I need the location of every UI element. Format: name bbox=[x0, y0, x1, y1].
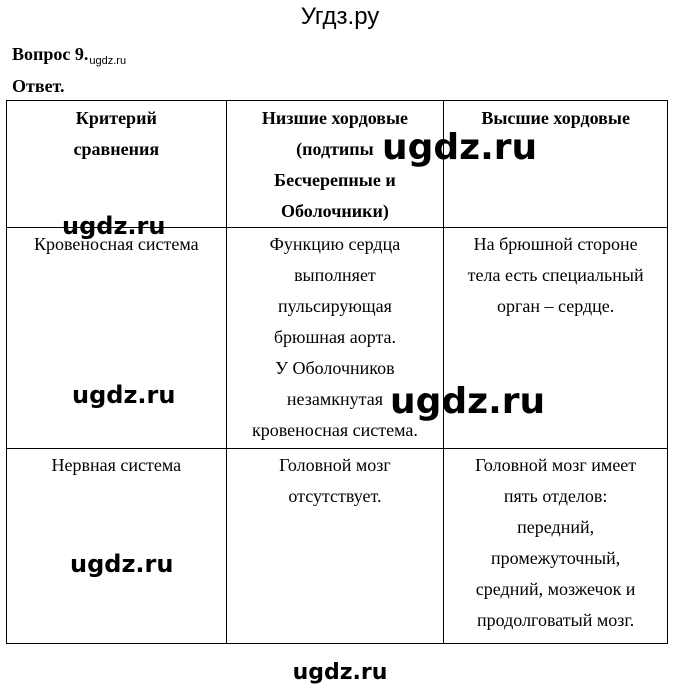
table-header-row bbox=[7, 101, 668, 228]
watermark: ugdz.ru bbox=[390, 381, 546, 422]
footer-site-mark: ugdz.ru bbox=[292, 660, 388, 685]
header-line: сравнения bbox=[73, 139, 160, 159]
watermark: ugdz.ru bbox=[70, 550, 174, 578]
cell-line: кровеносная система. bbox=[252, 420, 418, 440]
cell-criterion bbox=[7, 449, 227, 644]
cell-line: Функцию сердца bbox=[269, 234, 401, 254]
question-heading bbox=[12, 43, 126, 68]
header-line: Бесчерепные и bbox=[274, 170, 396, 190]
cell-line: Кровеносная система bbox=[34, 234, 199, 254]
header-line: Высшие хордовые bbox=[481, 108, 630, 128]
cell-line: промежуточный, bbox=[491, 548, 621, 568]
cell-line: пять отделов: bbox=[503, 486, 608, 506]
watermark: ugdz.ru bbox=[382, 127, 538, 168]
watermark: ugdz.ru bbox=[62, 212, 166, 240]
cell-line: средний, мозжечок и bbox=[475, 579, 636, 599]
cell-line: тела есть специальный bbox=[467, 265, 644, 285]
cell-higher bbox=[444, 449, 668, 644]
watermark: ugdz.ru bbox=[72, 381, 176, 409]
cell-line: Головной мозг имеет bbox=[475, 455, 637, 475]
header-criterion bbox=[7, 101, 227, 228]
cell-line: орган – сердце. bbox=[497, 296, 615, 316]
cell-lower bbox=[226, 449, 444, 644]
cell-line: Головной мозг bbox=[279, 455, 391, 475]
table-row-nervous bbox=[7, 449, 668, 644]
cell-criterion bbox=[7, 228, 227, 449]
header-line: Низшие хордовые bbox=[261, 108, 409, 128]
answer-label: Ответ. bbox=[12, 76, 65, 96]
cell-line: На брюшной стороне bbox=[473, 234, 638, 254]
header-line: (подтипы bbox=[296, 139, 374, 159]
cell-line: продолговатый мозг. bbox=[477, 610, 635, 630]
cell-line: пульсирующая bbox=[277, 296, 392, 316]
cell-line: выполняет bbox=[294, 265, 376, 285]
header-line: Критерий bbox=[75, 108, 157, 128]
site-title: Угдз.ру bbox=[300, 3, 380, 30]
question-site-mark: ugdz.ru bbox=[89, 55, 127, 67]
cell-line: Нервная система bbox=[51, 455, 182, 475]
cell-line: отсутствует. bbox=[288, 486, 382, 506]
header-line: Оболочники) bbox=[281, 201, 389, 221]
table-row-circulatory bbox=[7, 228, 668, 449]
cell-line: У Оболочников bbox=[275, 358, 395, 378]
cell-line: передний, bbox=[517, 517, 595, 537]
cell-line: незамкнутая bbox=[286, 389, 383, 409]
cell-line: брюшная аорта. bbox=[273, 327, 397, 347]
question-label: Вопрос 9. bbox=[12, 44, 89, 64]
